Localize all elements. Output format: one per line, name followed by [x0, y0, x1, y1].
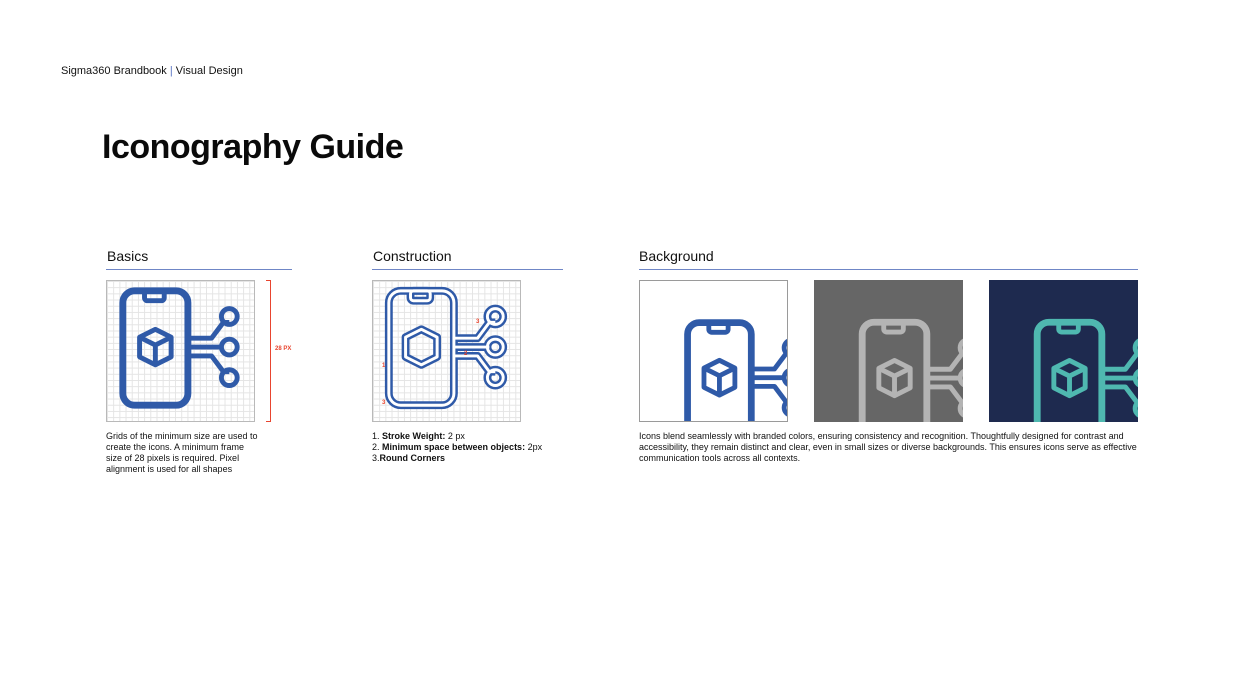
list-item: 2. Minimum space between objects: 2px — [372, 442, 543, 452]
background-divider — [639, 269, 1138, 270]
header-breadcrumb — [61, 65, 243, 77]
basics-grid-frame — [106, 280, 255, 422]
background-swatch-navy — [989, 280, 1138, 422]
phone-circuit-icon — [989, 280, 1138, 422]
basics-divider — [106, 269, 292, 270]
brand-name: Sigma360 Brandbook — [61, 65, 167, 77]
phone-circuit-icon — [107, 281, 254, 421]
phone-circuit-icon — [640, 281, 787, 421]
annotation-round-corner-top: 3 — [476, 319, 480, 325]
construction-grid-frame — [372, 280, 521, 422]
basics-heading: Basics — [107, 248, 149, 264]
background-description: Icons blend seamlessly with branded colors, ensuring consistency and recognition. Thoughtfully designed for contrast and accessibility, they remain distinct and clear, even in small sizes or diverse backgrounds. This ensures icons serve as effective communication tools across all contexts. — [639, 431, 1137, 463]
list-item: 3.Round Corners — [372, 453, 446, 463]
construction-list — [372, 431, 542, 464]
section-name: Visual Design — [175, 65, 243, 77]
annotation-spacing: 2 — [464, 351, 468, 357]
construction-divider — [372, 269, 563, 270]
size-label: 28 PX — [275, 346, 292, 352]
basics-description: Grids of the minimum size are used to create the icons. A minimum frame size of 28 pixels is required. Pixel alignment is used for all shapes — [106, 431, 258, 474]
annotation-stroke-weight: 1 — [382, 363, 386, 369]
breadcrumb-separator: | — [169, 65, 173, 77]
list-item: 1. Stroke Weight: 2 px — [372, 431, 465, 441]
background-swatch-white — [639, 280, 788, 422]
page-title: Iconography Guide — [102, 128, 404, 166]
construction-heading: Construction — [373, 248, 452, 264]
background-heading: Background — [639, 248, 714, 264]
phone-circuit-icon — [814, 280, 963, 422]
size-bracket — [266, 280, 271, 422]
background-swatch-gray — [814, 280, 963, 422]
annotation-round-corner-bottom: 3 — [382, 400, 386, 406]
phone-circuit-outline-icon — [373, 281, 520, 421]
